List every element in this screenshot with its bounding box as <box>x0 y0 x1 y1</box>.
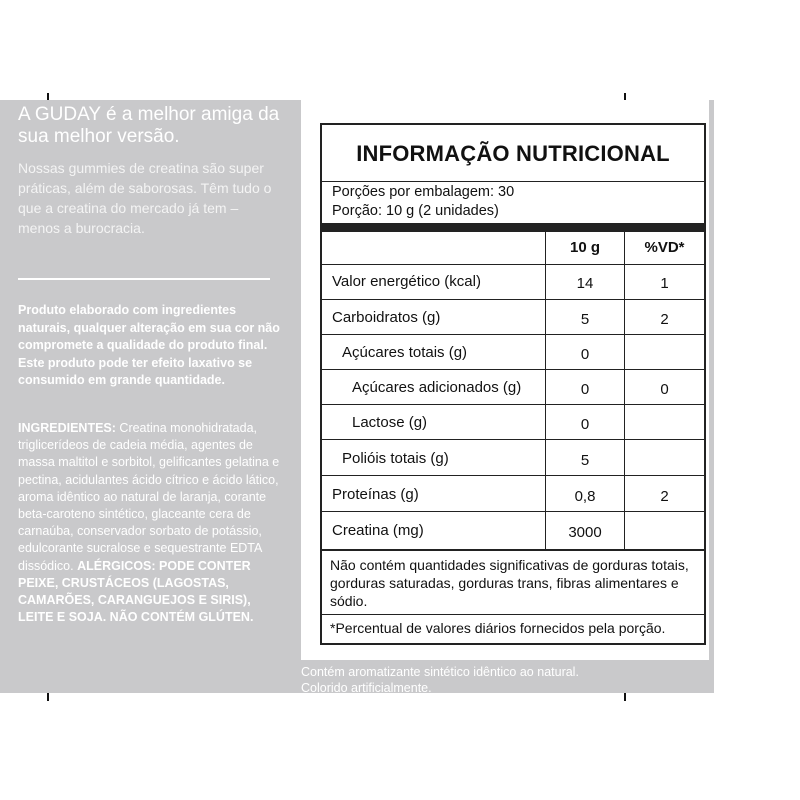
divider <box>18 278 270 280</box>
row-amount-polyols: 5 <box>580 452 590 469</box>
not-significant-note: Não contém quantidades significativas de gorduras totais, gorduras saturadas, gorduras trans, fibras alimentares e sódio. <box>330 557 689 609</box>
row-amount-creatine: 3000 <box>568 524 602 541</box>
ingredients-text: Creatina monohidratada, triglicerídeos de cadeia média, agentes de massa maltitol e sorbitol, gelificantes gelatina e pectina, acidulantes ácido cítrico e ácido lático, aroma idêntico ao natural de laranja, corante beta-caroteno sintético, glaceante cera de carnaúba, conservador sorbato de potássio, edulcorante sucralose e sequestrante EDTA dissódico. <box>18 421 280 573</box>
serving-size: Porção: 10 g (2 unidades) <box>332 203 499 219</box>
row-label-protein: Proteínas (g) <box>332 486 419 503</box>
row-amount-carbs: 5 <box>580 311 590 328</box>
row-label-carbs: Carboidratos (g) <box>332 309 441 326</box>
brand-headline: A GUDAY é a melhor amiga da sua melhor versão. <box>18 104 280 147</box>
row-amount-added-sugars: 0 <box>580 381 590 398</box>
row-dv-protein: 2 <box>660 488 669 505</box>
title-rule <box>322 181 704 182</box>
row-dv-energy: 1 <box>660 275 669 292</box>
aroma-notice: Contém aromatizante sintético idêntico ao natural. Colorido artificialmente. <box>301 665 579 695</box>
row-amount-total-sugars: 0 <box>580 346 590 363</box>
ingredients-block <box>18 420 286 626</box>
thick-rule <box>322 223 704 232</box>
servings-per-package: Porções por embalagem: 30 <box>332 184 515 200</box>
row-label-energy: Valor energético (kcal) <box>332 273 481 290</box>
nutrition-facts-table <box>320 123 706 645</box>
daily-value-footnote: *Percentual de valores diários fornecidos pela porção. <box>330 620 666 636</box>
ingredients-label: INGREDIENTES: <box>18 421 116 435</box>
row-amount-energy: 14 <box>576 275 594 292</box>
intro-text: Nossas gummies de creatina são super práticas, além de saborosas. Têm tudo o que a creatina do mercado já tem – menos a burocracia. <box>18 160 272 236</box>
nutrition-title: INFORMAÇÃO NUTRICIONAL <box>356 141 670 166</box>
row-amount-lactose: 0 <box>580 416 590 433</box>
header-amount: 10 g <box>569 239 600 256</box>
crop-mark-bottom-left <box>47 693 49 701</box>
row-label-creatine: Creatina (mg) <box>332 522 424 539</box>
row-dv-added-sugars: 0 <box>660 381 669 398</box>
crop-mark-bottom-right <box>624 693 626 701</box>
row-amount-protein: 0,8 <box>574 488 596 505</box>
left-info-panel <box>0 100 297 693</box>
row-label-total-sugars: Açúcares totais (g) <box>342 344 468 361</box>
allergens-text: ALÉRGICOS: PODE CONTER PEIXE, CRUSTÁCEOS (LAGOSTAS, CAMARÕES, CARANGUEJOS E SIRIS), LEITE E SOJA. NÃO CONTÉM GLÚTEN. <box>18 558 254 625</box>
row-dv-carbs: 2 <box>660 311 669 328</box>
product-notice: Produto elaborado com ingredientes naturais, qualquer alteração em sua cor não compromete a qualidade do produto final. Este produto pode ter efeito laxativo se consumido em grande quantidade. <box>18 303 280 387</box>
row-label-added-sugars: Açúcares adicionados (g) <box>352 379 522 396</box>
row-label-polyols: Polióis totais (g) <box>342 450 449 467</box>
row-label-lactose: Lactose (g) <box>352 414 428 431</box>
header-daily-value: %VD* <box>644 239 685 256</box>
